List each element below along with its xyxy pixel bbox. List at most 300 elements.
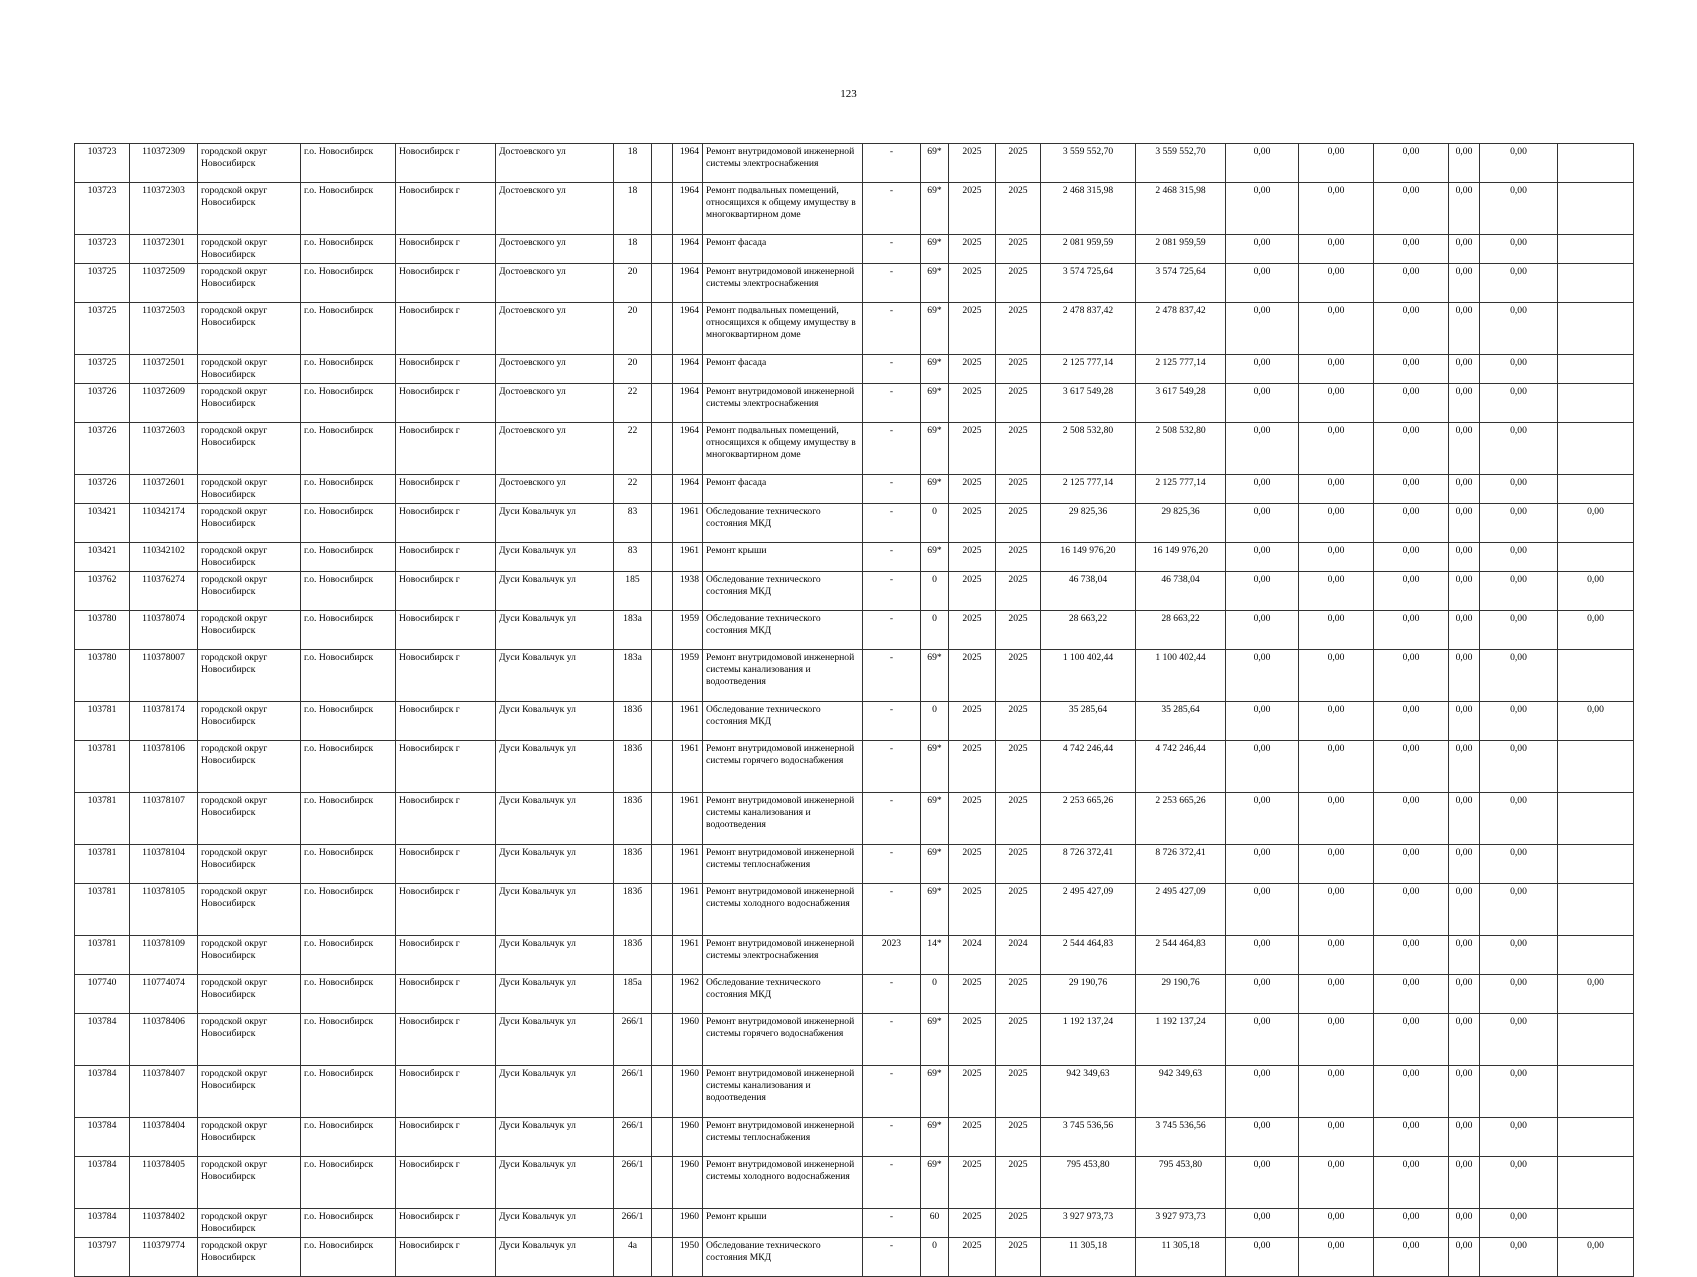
cell-total-cost: 1 100 402,44	[1041, 650, 1136, 702]
cell-cost-col-18: 0,00	[1299, 1014, 1374, 1066]
cell-built-year: 1950	[673, 1238, 703, 1277]
cell-plan-year-start: 2025	[949, 543, 996, 572]
table-row	[75, 611, 1634, 650]
cell-work-code: 110379774	[130, 1238, 198, 1277]
cell-last-repair-year: -	[863, 504, 921, 543]
cell-plan-year-end: 2025	[996, 264, 1041, 303]
cell-cost-col-19: 0,00	[1374, 936, 1449, 975]
cell-plan-year-end: 2025	[996, 884, 1041, 936]
cell-total-cost: 2 253 665,26	[1041, 793, 1136, 845]
cell-total-cost: 46 738,04	[1041, 572, 1136, 611]
cell-last-repair-year: -	[863, 1238, 921, 1277]
cell-house-code: 103725	[75, 264, 130, 303]
table-row	[75, 650, 1634, 702]
cell-house-number: 266/1	[614, 1014, 652, 1066]
cell-built-year: 1964	[673, 303, 703, 355]
cell-municipal-short: г.о. Новосибирск	[301, 303, 396, 355]
cell-house-number: 83	[614, 543, 652, 572]
cell-cost-col-17: 0,00	[1226, 384, 1299, 423]
cell-municipal-short: г.о. Новосибирск	[301, 423, 396, 475]
cell-municipality: городской округ Новосибирск	[198, 793, 301, 845]
cell-built-year: 1962	[673, 975, 703, 1014]
table-row	[75, 183, 1634, 235]
cell-street: Дуси Ковальчук ул	[496, 936, 614, 975]
cell-locality: Новосибирск г	[396, 650, 496, 702]
cell-locality: Новосибирск г	[396, 1066, 496, 1118]
table-row	[75, 144, 1634, 183]
cell-work-type: Ремонт внутридомовой инженерной системы теплоснабжения	[703, 845, 863, 884]
cell-house-code: 103797	[75, 1238, 130, 1277]
cell-total-cost: 8 726 372,41	[1041, 845, 1136, 884]
cell-locality: Новосибирск г	[396, 183, 496, 235]
cell-municipal-short: г.о. Новосибирск	[301, 1066, 396, 1118]
cell-street: Дуси Ковальчук ул	[496, 702, 614, 741]
cell-wear-percent: 69*	[921, 384, 949, 423]
cell-cost-col-21: 0,00	[1480, 423, 1558, 475]
cell-fund-cost: 2 125 777,14	[1136, 355, 1226, 384]
cell-cost-col-18: 0,00	[1299, 1157, 1374, 1209]
cell-building	[652, 1014, 673, 1066]
cell-cost-col-22	[1558, 475, 1634, 504]
cell-cost-col-20: 0,00	[1449, 1157, 1480, 1209]
cell-building	[652, 1066, 673, 1118]
cell-municipal-short: г.о. Новосибирск	[301, 845, 396, 884]
cell-street: Достоевского ул	[496, 475, 614, 504]
cell-work-code: 110372601	[130, 475, 198, 504]
cell-fund-cost: 28 663,22	[1136, 611, 1226, 650]
cell-cost-col-22	[1558, 936, 1634, 975]
cell-total-cost: 795 453,80	[1041, 1157, 1136, 1209]
cell-cost-col-17: 0,00	[1226, 936, 1299, 975]
cell-plan-year-start: 2025	[949, 572, 996, 611]
cell-house-code: 103723	[75, 183, 130, 235]
cell-cost-col-21: 0,00	[1480, 1157, 1558, 1209]
cell-plan-year-end: 2025	[996, 975, 1041, 1014]
cell-wear-percent: 69*	[921, 183, 949, 235]
cell-locality: Новосибирск г	[396, 975, 496, 1014]
cell-last-repair-year: -	[863, 183, 921, 235]
cell-work-code: 110342102	[130, 543, 198, 572]
cell-fund-cost: 1 192 137,24	[1136, 1014, 1226, 1066]
cell-cost-col-20: 0,00	[1449, 741, 1480, 793]
cell-municipality: городской округ Новосибирск	[198, 936, 301, 975]
cell-plan-year-end: 2025	[996, 1118, 1041, 1157]
cell-wear-percent: 0	[921, 504, 949, 543]
cell-wear-percent: 69*	[921, 1157, 949, 1209]
cell-municipal-short: г.о. Новосибирск	[301, 572, 396, 611]
cell-cost-col-18: 0,00	[1299, 423, 1374, 475]
cell-cost-col-17: 0,00	[1226, 1238, 1299, 1277]
cell-house-code: 103723	[75, 144, 130, 183]
cell-cost-col-21: 0,00	[1480, 543, 1558, 572]
cell-cost-col-20: 0,00	[1449, 845, 1480, 884]
cell-total-cost: 16 149 976,20	[1041, 543, 1136, 572]
cell-cost-col-19: 0,00	[1374, 1238, 1449, 1277]
cell-house-number: 18	[614, 144, 652, 183]
cell-cost-col-18: 0,00	[1299, 1238, 1374, 1277]
cell-cost-col-19: 0,00	[1374, 144, 1449, 183]
cell-cost-col-20: 0,00	[1449, 793, 1480, 845]
cell-cost-col-22	[1558, 303, 1634, 355]
cell-cost-col-20: 0,00	[1449, 572, 1480, 611]
cell-cost-col-20: 0,00	[1449, 475, 1480, 504]
cell-house-number: 266/1	[614, 1209, 652, 1238]
cell-building	[652, 144, 673, 183]
cell-last-repair-year: -	[863, 793, 921, 845]
cell-municipality: городской округ Новосибирск	[198, 355, 301, 384]
cell-cost-col-21: 0,00	[1480, 144, 1558, 183]
cell-municipality: городской округ Новосибирск	[198, 183, 301, 235]
cell-wear-percent: 0	[921, 1238, 949, 1277]
cell-cost-col-21: 0,00	[1480, 264, 1558, 303]
cell-last-repair-year: -	[863, 1014, 921, 1066]
cell-municipality: городской округ Новосибирск	[198, 1209, 301, 1238]
cell-locality: Новосибирск г	[396, 543, 496, 572]
cell-cost-col-17: 0,00	[1226, 475, 1299, 504]
cell-locality: Новосибирск г	[396, 702, 496, 741]
cell-cost-col-18: 0,00	[1299, 475, 1374, 504]
cell-cost-col-20: 0,00	[1449, 235, 1480, 264]
cell-built-year: 1961	[673, 936, 703, 975]
cell-cost-col-21: 0,00	[1480, 845, 1558, 884]
cell-cost-col-18: 0,00	[1299, 384, 1374, 423]
cell-work-type: Ремонт крыши	[703, 543, 863, 572]
cell-cost-col-17: 0,00	[1226, 235, 1299, 264]
cell-cost-col-22	[1558, 793, 1634, 845]
cell-plan-year-start: 2025	[949, 793, 996, 845]
cell-plan-year-start: 2025	[949, 611, 996, 650]
cell-plan-year-end: 2025	[996, 504, 1041, 543]
cell-last-repair-year: -	[863, 355, 921, 384]
cell-house-number: 20	[614, 355, 652, 384]
cell-plan-year-end: 2025	[996, 183, 1041, 235]
cell-built-year: 1964	[673, 423, 703, 475]
cell-cost-col-21: 0,00	[1480, 303, 1558, 355]
cell-municipality: городской округ Новосибирск	[198, 423, 301, 475]
table-row	[75, 1118, 1634, 1157]
cell-plan-year-start: 2025	[949, 303, 996, 355]
cell-house-number: 183б	[614, 845, 652, 884]
cell-work-code: 110372509	[130, 264, 198, 303]
cell-fund-cost: 11 305,18	[1136, 1238, 1226, 1277]
cell-house-number: 185	[614, 572, 652, 611]
cell-work-code: 110372309	[130, 144, 198, 183]
cell-built-year: 1961	[673, 793, 703, 845]
cell-cost-col-17: 0,00	[1226, 543, 1299, 572]
cell-house-number: 183б	[614, 702, 652, 741]
cell-street: Дуси Ковальчук ул	[496, 572, 614, 611]
cell-locality: Новосибирск г	[396, 504, 496, 543]
cell-built-year: 1960	[673, 1118, 703, 1157]
cell-work-code: 110378109	[130, 936, 198, 975]
cell-cost-col-21: 0,00	[1480, 235, 1558, 264]
cell-street: Дуси Ковальчук ул	[496, 975, 614, 1014]
cell-cost-col-20: 0,00	[1449, 504, 1480, 543]
cell-cost-col-18: 0,00	[1299, 1118, 1374, 1157]
cell-building	[652, 650, 673, 702]
cell-cost-col-21: 0,00	[1480, 183, 1558, 235]
cell-cost-col-18: 0,00	[1299, 303, 1374, 355]
cell-street: Дуси Ковальчук ул	[496, 1118, 614, 1157]
cell-building	[652, 1118, 673, 1157]
cell-cost-col-21: 0,00	[1480, 504, 1558, 543]
cell-building	[652, 1157, 673, 1209]
cell-building	[652, 741, 673, 793]
cell-work-type: Ремонт крыши	[703, 1209, 863, 1238]
cell-cost-col-22	[1558, 1066, 1634, 1118]
table-row	[75, 543, 1634, 572]
cell-fund-cost: 2 125 777,14	[1136, 475, 1226, 504]
cell-wear-percent: 69*	[921, 1014, 949, 1066]
cell-work-code: 110378104	[130, 845, 198, 884]
cell-street: Дуси Ковальчук ул	[496, 504, 614, 543]
cell-work-type: Ремонт внутридомовой инженерной системы электроснабжения	[703, 384, 863, 423]
table-row	[75, 845, 1634, 884]
capital-repair-table	[74, 143, 1634, 1277]
cell-house-code: 103784	[75, 1118, 130, 1157]
cell-cost-col-19: 0,00	[1374, 572, 1449, 611]
cell-cost-col-18: 0,00	[1299, 1209, 1374, 1238]
cell-total-cost: 3 559 552,70	[1041, 144, 1136, 183]
cell-cost-col-19: 0,00	[1374, 1209, 1449, 1238]
cell-municipality: городской округ Новосибирск	[198, 741, 301, 793]
cell-last-repair-year: -	[863, 475, 921, 504]
cell-last-repair-year: -	[863, 144, 921, 183]
table-row	[75, 504, 1634, 543]
cell-total-cost: 3 745 536,56	[1041, 1118, 1136, 1157]
cell-wear-percent: 69*	[921, 1118, 949, 1157]
cell-wear-percent: 69*	[921, 303, 949, 355]
cell-municipality: городской округ Новосибирск	[198, 235, 301, 264]
cell-municipal-short: г.о. Новосибирск	[301, 884, 396, 936]
cell-municipal-short: г.о. Новосибирск	[301, 475, 396, 504]
cell-house-number: 266/1	[614, 1118, 652, 1157]
cell-house-code: 103784	[75, 1066, 130, 1118]
cell-municipal-short: г.о. Новосибирск	[301, 144, 396, 183]
cell-cost-col-21: 0,00	[1480, 572, 1558, 611]
cell-house-code: 107740	[75, 975, 130, 1014]
cell-municipal-short: г.о. Новосибирск	[301, 235, 396, 264]
cell-cost-col-19: 0,00	[1374, 504, 1449, 543]
cell-building	[652, 975, 673, 1014]
cell-cost-col-21: 0,00	[1480, 702, 1558, 741]
cell-last-repair-year: -	[863, 975, 921, 1014]
cell-house-code: 103726	[75, 384, 130, 423]
cell-cost-col-20: 0,00	[1449, 144, 1480, 183]
cell-municipal-short: г.о. Новосибирск	[301, 183, 396, 235]
cell-last-repair-year: 2023	[863, 936, 921, 975]
cell-fund-cost: 2 544 464,83	[1136, 936, 1226, 975]
cell-house-code: 103762	[75, 572, 130, 611]
table-row	[75, 572, 1634, 611]
cell-wear-percent: 69*	[921, 884, 949, 936]
cell-municipality: городской округ Новосибирск	[198, 475, 301, 504]
cell-last-repair-year: -	[863, 572, 921, 611]
cell-cost-col-20: 0,00	[1449, 702, 1480, 741]
cell-total-cost: 2 468 315,98	[1041, 183, 1136, 235]
table-row	[75, 1209, 1634, 1238]
cell-cost-col-22	[1558, 884, 1634, 936]
cell-cost-col-20: 0,00	[1449, 384, 1480, 423]
table-row	[75, 264, 1634, 303]
cell-built-year: 1964	[673, 264, 703, 303]
cell-cost-col-18: 0,00	[1299, 144, 1374, 183]
cell-cost-col-18: 0,00	[1299, 264, 1374, 303]
cell-cost-col-18: 0,00	[1299, 543, 1374, 572]
cell-municipal-short: г.о. Новосибирск	[301, 543, 396, 572]
cell-cost-col-18: 0,00	[1299, 355, 1374, 384]
cell-cost-col-21: 0,00	[1480, 1014, 1558, 1066]
cell-house-code: 103781	[75, 793, 130, 845]
cell-last-repair-year: -	[863, 1157, 921, 1209]
cell-locality: Новосибирск г	[396, 355, 496, 384]
cell-locality: Новосибирск г	[396, 572, 496, 611]
cell-cost-col-21: 0,00	[1480, 1238, 1558, 1277]
cell-work-code: 110372503	[130, 303, 198, 355]
cell-cost-col-22: 0,00	[1558, 1238, 1634, 1277]
cell-plan-year-start: 2024	[949, 936, 996, 975]
cell-last-repair-year: -	[863, 1118, 921, 1157]
cell-municipal-short: г.о. Новосибирск	[301, 936, 396, 975]
cell-work-code: 110378007	[130, 650, 198, 702]
cell-municipality: городской округ Новосибирск	[198, 1066, 301, 1118]
table-row	[75, 702, 1634, 741]
cell-fund-cost: 2 253 665,26	[1136, 793, 1226, 845]
cell-cost-col-21: 0,00	[1480, 611, 1558, 650]
cell-municipal-short: г.о. Новосибирск	[301, 650, 396, 702]
cell-locality: Новосибирск г	[396, 423, 496, 475]
cell-municipal-short: г.о. Новосибирск	[301, 1118, 396, 1157]
cell-street: Дуси Ковальчук ул	[496, 1238, 614, 1277]
cell-work-type: Ремонт внутридомовой инженерной системы электроснабжения	[703, 936, 863, 975]
cell-cost-col-18: 0,00	[1299, 235, 1374, 264]
cell-cost-col-22	[1558, 1014, 1634, 1066]
cell-municipality: городской округ Новосибирск	[198, 144, 301, 183]
cell-municipal-short: г.о. Новосибирск	[301, 741, 396, 793]
cell-house-code: 103780	[75, 650, 130, 702]
cell-cost-col-20: 0,00	[1449, 936, 1480, 975]
cell-cost-col-20: 0,00	[1449, 355, 1480, 384]
cell-fund-cost: 2 468 315,98	[1136, 183, 1226, 235]
cell-house-number: 18	[614, 183, 652, 235]
cell-municipality: городской округ Новосибирск	[198, 650, 301, 702]
cell-total-cost: 2 125 777,14	[1041, 475, 1136, 504]
cell-street: Достоевского ул	[496, 183, 614, 235]
cell-house-number: 183б	[614, 793, 652, 845]
cell-plan-year-start: 2025	[949, 1066, 996, 1118]
cell-total-cost: 942 349,63	[1041, 1066, 1136, 1118]
cell-plan-year-start: 2025	[949, 1238, 996, 1277]
cell-house-code: 103784	[75, 1014, 130, 1066]
cell-house-number: 20	[614, 303, 652, 355]
cell-cost-col-17: 0,00	[1226, 845, 1299, 884]
cell-building	[652, 235, 673, 264]
table-row	[75, 884, 1634, 936]
cell-plan-year-end: 2025	[996, 845, 1041, 884]
cell-built-year: 1964	[673, 355, 703, 384]
cell-cost-col-18: 0,00	[1299, 793, 1374, 845]
cell-plan-year-end: 2025	[996, 423, 1041, 475]
cell-fund-cost: 2 508 532,80	[1136, 423, 1226, 475]
cell-cost-col-18: 0,00	[1299, 1066, 1374, 1118]
cell-work-type: Ремонт внутридомовой инженерной системы канализования и водоотведения	[703, 793, 863, 845]
cell-total-cost: 1 192 137,24	[1041, 1014, 1136, 1066]
cell-house-code: 103726	[75, 423, 130, 475]
cell-work-type: Ремонт внутридомовой инженерной системы канализования и водоотведения	[703, 1066, 863, 1118]
cell-cost-col-17: 0,00	[1226, 423, 1299, 475]
cell-building	[652, 702, 673, 741]
cell-cost-col-19: 0,00	[1374, 1118, 1449, 1157]
cell-wear-percent: 69*	[921, 543, 949, 572]
cell-built-year: 1961	[673, 845, 703, 884]
cell-municipality: городской округ Новосибирск	[198, 1157, 301, 1209]
cell-work-type: Ремонт внутридомовой инженерной системы холодного водоснабжения	[703, 884, 863, 936]
cell-cost-col-22	[1558, 384, 1634, 423]
cell-fund-cost: 4 742 246,44	[1136, 741, 1226, 793]
cell-house-number: 83	[614, 504, 652, 543]
cell-building	[652, 793, 673, 845]
cell-cost-col-17: 0,00	[1226, 144, 1299, 183]
cell-plan-year-end: 2025	[996, 702, 1041, 741]
cell-cost-col-19: 0,00	[1374, 264, 1449, 303]
cell-plan-year-start: 2025	[949, 1014, 996, 1066]
cell-municipality: городской округ Новосибирск	[198, 611, 301, 650]
cell-locality: Новосибирск г	[396, 611, 496, 650]
cell-built-year: 1960	[673, 1157, 703, 1209]
cell-wear-percent: 69*	[921, 650, 949, 702]
cell-cost-col-22	[1558, 1209, 1634, 1238]
cell-wear-percent: 69*	[921, 793, 949, 845]
cell-cost-col-21: 0,00	[1480, 1066, 1558, 1118]
cell-plan-year-end: 2025	[996, 1157, 1041, 1209]
cell-municipal-short: г.о. Новосибирск	[301, 355, 396, 384]
cell-cost-col-20: 0,00	[1449, 264, 1480, 303]
table-row	[75, 741, 1634, 793]
cell-cost-col-19: 0,00	[1374, 793, 1449, 845]
cell-total-cost: 2 508 532,80	[1041, 423, 1136, 475]
cell-street: Достоевского ул	[496, 423, 614, 475]
cell-work-code: 110378404	[130, 1118, 198, 1157]
cell-cost-col-21: 0,00	[1480, 975, 1558, 1014]
cell-municipality: городской округ Новосибирск	[198, 1238, 301, 1277]
cell-cost-col-19: 0,00	[1374, 423, 1449, 475]
cell-total-cost: 11 305,18	[1041, 1238, 1136, 1277]
cell-last-repair-year: -	[863, 741, 921, 793]
cell-house-code: 103781	[75, 884, 130, 936]
cell-cost-col-20: 0,00	[1449, 975, 1480, 1014]
cell-house-code: 103725	[75, 355, 130, 384]
cell-cost-col-20: 0,00	[1449, 611, 1480, 650]
cell-plan-year-start: 2025	[949, 423, 996, 475]
cell-fund-cost: 795 453,80	[1136, 1157, 1226, 1209]
cell-municipal-short: г.о. Новосибирск	[301, 1209, 396, 1238]
cell-plan-year-end: 2025	[996, 1209, 1041, 1238]
cell-street: Дуси Ковальчук ул	[496, 1209, 614, 1238]
cell-cost-col-18: 0,00	[1299, 741, 1374, 793]
cell-wear-percent: 0	[921, 572, 949, 611]
cell-plan-year-end: 2025	[996, 303, 1041, 355]
cell-plan-year-start: 2025	[949, 884, 996, 936]
cell-cost-col-18: 0,00	[1299, 504, 1374, 543]
cell-plan-year-start: 2025	[949, 475, 996, 504]
cell-house-code: 103784	[75, 1157, 130, 1209]
cell-wear-percent: 69*	[921, 264, 949, 303]
table-row	[75, 1066, 1634, 1118]
cell-cost-col-19: 0,00	[1374, 650, 1449, 702]
cell-locality: Новосибирск г	[396, 235, 496, 264]
cell-built-year: 1964	[673, 235, 703, 264]
cell-cost-col-17: 0,00	[1226, 264, 1299, 303]
